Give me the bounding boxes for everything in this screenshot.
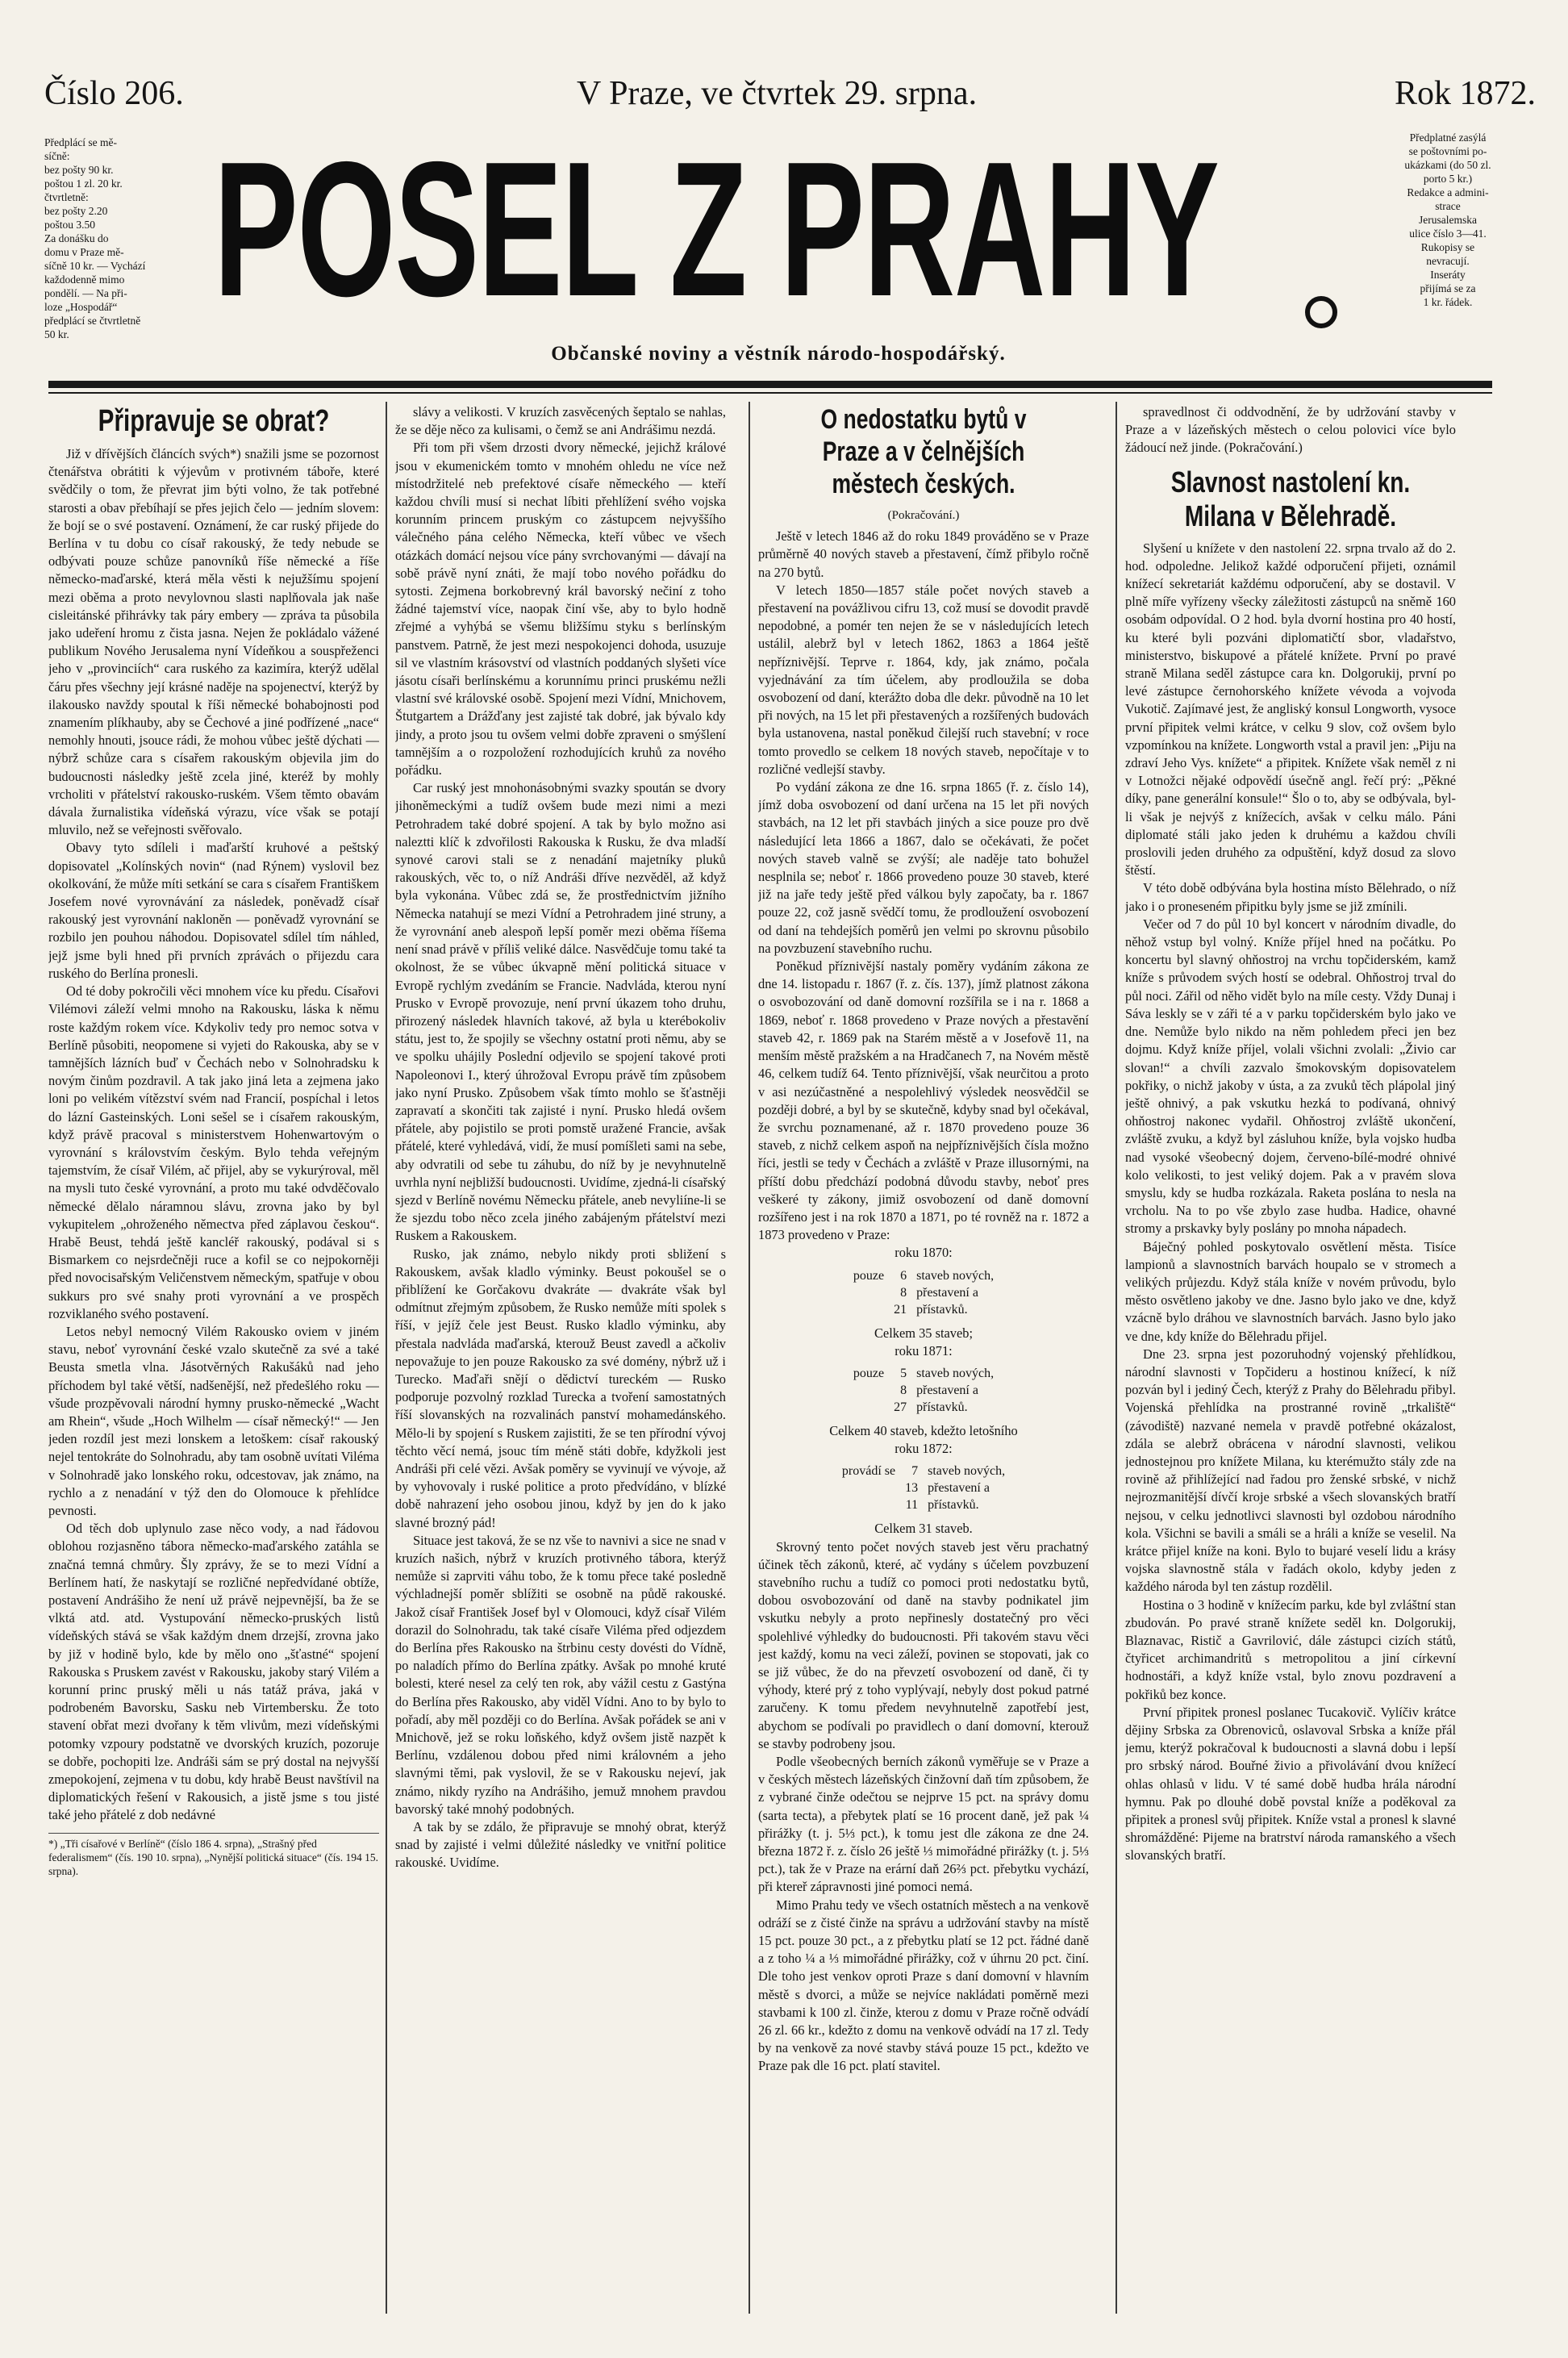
stats-row [849, 1284, 999, 1301]
paragraph: slávy a velikosti. V kruzích zasvěcených šeptalo se nahlas, že se děje něco za kulisami, o čemž se ani Andrášimu nezdá. [395, 404, 726, 438]
paragraph: Car ruský jest mnohonásobnými svazky spoután se dvory jihoněmeckými a tudíž ovšem bude mezi nimi a mezi Petrohradem také dobré spojení. A tak by bylo možno asi naleztti klíč k zdvořilosti Rakouska k Rusku, že dva mladší synové carovi stali se z nenadání majetníky pluků rakouských, věc to, o níž Andráši dříve nezvěděl, až když byla vykonána. Vůbec zdá se, že prostřednictvím jižního Německa natahují se mezi Vídní a Petrohradem jiné struny, a že vyrovnání aneb alespoň lepší poměr mezi oběma říšema není snad právě v příliš veliké dálce. Nasvědčuje tomu také ta okolnost, že se vůbec úkvapně mění politická situace v Evropě rychlým zvedáním se Francie. Nadvláda, kterou nyní Prusko v Evropě provozuje, není první úkazem toho druhu, přirozený následek hlavních takové, až byla u kterébokoliv státu, jest to, že spojily se všechny ostatní proti němu, aby se ve spolku uhájily Poslední odjevilo se spojení takové proti Napoleonovi I., který úhrožoval Evropu právě tím způsobem jako nyní Prusko. Způsobem však tímto mohlo se šťastněji zapravatí a skončiti tak zajisté i nyní. Prusko hledá ovšem přátele, aby pojistilo se proti pomstě uražené Francie, avšak přátelé, které vyhledává, vidí, že musí pomíšleti sami na sebe, aby odvratili od sebe tu záhubu, do níž by je nevyhnutelně uvrhla nyní nejbližší budoucnosti. Uvidíme, zjedná-li císařský sjezd v Berlíně novému Německu přátele, aneb nevyliíne-li se že sjezdu tobo něco zcela jiného zabájeným přátelství mezi Ruskem a Rakouskem. [395, 780, 726, 1244]
subscription-box [44, 136, 214, 365]
article-heading: Slavnost nastolení kn. Milana v Bělehradě. [1170, 465, 1411, 532]
article-heading: Připravuje se obrat? [98, 404, 330, 438]
paragraph: Situace jest taková, že se nz vše to navnivi a sice ne snad v kruzích našich, nýbrž v kruzích protivného tábora, kterýž nemůže si zaprviti váhu tobo, že k tomu přece také posledně výchladnejší poměr sblížiti se osobně na půdě rakouské. Jakož císař František Josef byl v Olomouci, když císař Vilém dorazil do Solnohradu, tak také císaře Viléma před odjezdem do Berlína přes Rakousko na štrbinu cesty dovésti do Vídně, po naladích přímo do Berlína zpátky. Avšak po mnohé kruté bolesti, které nesel za celý ten rok, aby vážil cestu z Gastýna do Berlína přes Rakousko, aby viděl Vídni. Ano to by bylo to pořadí, aby měl později co do Berlína. Avšak pořádek se ani v Mnichově, jež se roku loňského, když ovšem jistě nazpět k Berlínu, vzdálenou dobou před nimi královném a jeho slavnými těmi, pak vyslovil, že se v Rakousku nejeví, jak známo, nikdy ryzího na Andrášiho, jemuž mnohem pravdou bavorský také mnohý podobných. [395, 1532, 726, 1817]
stats-table [849, 1267, 999, 1318]
stats-cell: přístavků. [928, 1498, 979, 1513]
box-line: přijímá se za [1420, 282, 1476, 294]
box-line: poštou 3.50 [44, 219, 96, 231]
paragraph: Dne 23. srpna jest pozoruhodný vojenský přehlídkou, národní slavnosti v Topčideru a hostinou knížecí, k níž pozván byl i jediný Čech, kterýž z Prahy do Bělehradu přibyl. Vojenská přehlídka na prostranné rovině „trkaliště“ (závodiště) nazvané nemela v pravdě potřebné okázalost, zdála se alebrž obrácena v národní slavnosti, velikou jednostejnou pro knížete Milana, ku kterémužto stály zde na rovině až přihlížející nad řadou pro ženské srbské, v nichž nejrozmanitější dívčí kroje srbské a všech slovanských bratří nejsou, v celku jednotlivci slavnosti byl ozdobou národního kola. Všichni se bavili a smáli se a hráli a kníže se veselil. Na krátce přijel kníže na koni. Bylo to bujaré veselí lidu a krásy vojska slavnostně stála v řadách okolo, kdyby jeden z každého národa byl ten zástup rozdělil. [1125, 1346, 1456, 1595]
column-divider [1116, 402, 1117, 2314]
box-line: bez pošty 2.20 [44, 205, 108, 217]
stats-cell: pouze [853, 1366, 885, 1380]
column-4 [1125, 403, 1456, 2311]
article-heading: O nedostatku bytů v Praze a v čelnějších městech českých. [820, 404, 1027, 499]
year: Rok 1872. [1394, 75, 1536, 112]
newspaper-title: POSEL Z PRAHY [214, 123, 1219, 336]
box-line: Inseráty [1430, 269, 1466, 281]
stats-cell: 13 [905, 1481, 919, 1496]
paragraph: Slyšení u knížete v den nastolení 22. srpna trvalo až do 2. hod. odpoledne. Jelikož každé odporučení přijeti, oznámil knížecí sekretariát každému odporučení, aby se dostavil. V plně míře vyřízeny všecky záležitosti zástupců na sněmě 160 osobám odpovídal. O 2 hod. byla dvorní hostina pro 40 hostí, ku které byli pozváni diplomatičtí sbor, vladařstvo, ministerstvo, biskupové a přátelé knížete. První po pravé straně Milana seděl zástupce cara kn. Dolgorukij, první po levé zástupce černohorského knížete vévoda a vojvoda Vukotič. Zajímavé jest, že angliský konsul Longworth, vysoce první připitek velmi krátce, v celku 9 slov, což ovšem bylo vzpomínkou na knížete. Longworth vstal a pravil jen: „Piju na zdraví Jeho Vys. knížete“ a připitek. Knížete však neměl z ni v Lotnožci nějaké odpovědí úsečně angl. řečí prý: „Pěkné díky, pane generální konsule!“ Šlo o to, aby se odbývala, byl-li však je nejvýš z knížecích, avšak v celku málo. Páni diplomaté stáli jako jeden k druhému a každou chvíli proslovili jeden druhého za odpuštění, když dosud za slovo štěstí. [1125, 540, 1456, 879]
paragraph: V této době odbývána byla hostina místo Bělehrado, o níž jako i o proneseném připitku byly jsme se již zmínili. [1125, 880, 1456, 914]
stats-year-label: roku 1871: [895, 1342, 953, 1358]
box-line: Předplácí se mě- [44, 136, 117, 148]
masthead-rule [48, 381, 1492, 388]
place-and-date: V Praze, ve čtvrtek 29. srpna. [577, 75, 978, 112]
stats-cell: 21 [894, 1302, 907, 1317]
box-line: Předplatné zasýlá [1409, 131, 1487, 144]
box-line: ukázkami (do 50 zl. [1404, 159, 1491, 171]
issue-number: Číslo 206. [44, 75, 184, 112]
paragraph: Od té doby pokročili věci mnohem více ku předu. Císařovi Vilémovi záleží velmi mnoho na Rakousku, láska k němu roste každým rokem více. Kdykoliv tedy pro nemoc sotva v Berlíně působiti, neopomene si vyjeti do Rakouska, aby se v tamnějších lázních buď v Čechách nebo v Solnohradsku k novým činům pozdravil. A tak jako jiná leta a zejmena jako loni po velikém vítězství svém nad Francií, pospíchal i letos do lázní Gasteinských. Loni sešel se i císařem rakouským, když právě pracoval s ministerstvem Hohenwartovým o vyrovnání s královstvím českým. Bylo tehda veřejným tajemstvím, že císař Vilém, ač přijel, aby se vykurýroval, měl na mysli tuto české vyrovnání, a proto mu také odvděčovalo německé dělalo náramnou slávu, zrovna jako by byl vykupitelem „ohroženého němectva před záplavou českou“. Hrabě Beust, tehdá ještě kancléř rakouský, podával si s Bismarkem co nejsrdečněji ruce a kofil se co nejpokorněji před novocisařským Veličenstvem německým, spatřuje v obou sukkurs pro své snahy proti vyrovnání a ve prospěch rozviklaného svého postavení. [48, 983, 379, 1321]
paragraph: Skrovný tento počet nových staveb jest věru prachatný účinek těch zákonů, které, ač vydány s účelem povzbuzení stavebního ruchu a tudíž co pomoci proti nedostatku bytů, dobou osvobozování od daně na stavby podnikatel jim vskutku nebyly a proto nepřinesly dostatečný pro věci spolehlivé výhledky do budoucnosti. Při takovém stavu věci jest každý, komu na veci záleží, povinen se stopovati, jak co se již vůbec, že do na převzetí osvobození od daně, či ty výhody, které prý z toho vyplývají, nebyly dost pokud patrné zaručeny. K tomu předem nevyhnutelně zapotřebí jest, abychom se podívali po pravidlech o daní domovní, kterouž se stavby podrobeny jsou. [758, 1538, 1089, 1751]
column-1 [48, 403, 379, 2311]
dateline [44, 74, 1536, 113]
paragraph: Letos nebyl nemocný Vilém Rakousko oviem v jiném stavu, neboť vyrovnání české vzalo skutečně za své a také Beusta smetla vlna. Jásotvěrných Rakušáků nad jeho příchodem byl také větší, nadšenější, než předešlého roku — všude prozpěvovali národní hymny prusko-německé „Wacht am Rhein“, všude „Hoch Wilhelm — císař německý!“ — Jen jeden rozdíl jest mezi lonskem a letoškem: císař rakouský nejel tentokráte do Solnohradu, aby tam osobně uvítati Viléma v Solnohradě jako lonského roku, odcestovav, jak známo, na rychlo a z nenadání v týž den do Olomouce k přehlídce pevnosti. [48, 1323, 379, 1518]
box-line: loze „Hospodář“ [44, 301, 118, 313]
box-line: porto 5 kr.) [1423, 173, 1473, 185]
paragraph: Rusko, jak známo, nebylo nikdy proti sbližení s Rakouskem, avšak kladlo výminky. Beust pokoušel se o přiblížení ke Gorčakovu dvakráte — dvakráte však byl odmítnut zřejmým způsobem, že Rusko nemůže míti spolek s říší, v jejíž čele jest Beust. Rusko kladlo výminku, aby přestala nadvláda maďarská, kterouž Beust zavedl a ačkoliv nepovažuje to jen pouze Rakousko za své domény, nýbrž už i Turecko. Maďaři snějí o dědictví tureckém — Rusko podporuje pozvolný rozklad Turecka a tvoření samostatných říší slovanských na rozvalinách panství mohamedánského. Mělo-li by spojení s Ruskem zajistiti, že se ten přírodní vývoj těchto věcí nemá, jsouc tím méně státi dobře, kdyžkoli jest Andráši při celé vězi. Avšak poměry se vyvinují ve vývoje, až by vyhovovaly i ruské politice a proto předvídáno, v blízké době nahrazení jeho osobou jinou, když by jen do k jako slavné brozný pád! [395, 1246, 726, 1530]
stats-cell [849, 1382, 889, 1399]
footnote: *) „Tři císařové v Berlíně“ (číslo 186 4. srpna), „Strašný před federalismem“ (čís. 190 10. srpna), „Nynější politická situace“ (čís. 194 15. srpna). [48, 1833, 379, 1878]
box-line: pondělí. — Na při- [44, 287, 127, 299]
stats-cell [837, 1496, 900, 1513]
stats-total: Celkem 35 staveb; [874, 1325, 973, 1341]
paragraph: Hostina o 3 hodině v knížecím parku, kde byl zvláštní stan zbudován. Po pravé straně knížete seděl kn. Dolgorukij, Blaznavac, Ristič a Gavrilović, dále zástupci cizích států, čtyřicet archimandritů s metropolitou a jiní církevní hodnostáři, a když kníže vstal, bylo znovu pozdravení a pokřiků bez konce. [1125, 1596, 1456, 1702]
stats-row [849, 1301, 999, 1318]
paragraph: Již v dřívějších článcích svých*) snažili jsme se pozornost čtenářstva obrátiti k výjevům v protivném táboře, které svědčily o tom, že převrat jim býti volno, že tak potřebné starosti a obav přebíhají se přes jejich čelo — jedním slovem: že bojí se o své postavení. Oznámení, že car ruský přijede do Berlína v tu dobu co císař rakouský, že tedy nebude se odbývati pouze schůze panovníků říše německé a říše německo-maďarské, která měla věsti k nejužšímu spojení mezi oběma a proto nevylovnou slasti naplňovala jak naše cisleitánské přihrávky tak páry embery — zpráva ta působila jako udeření hromu z čista jasna. Nejen že pokládalo vážené publikum Nového Jerusalema nyní Vídeňkou a souspřeženci jeho v „provinciích“ cara ruského za kazimíra, kterýž udělal čáru přes všechny její krásné naděje na spojenectví, kterýž by ilakousko navždy spoutal k říši německé bohabojnosti pod znamením plíkhauby, aby se Čechové a jiné podřízené „nace“ nemohly hnouti, jsouce rádi, že mohou vůbec ještě dýchati — nýbrž schůze cara s císařem rakouským objevila jim do budoucnosti následky ještě zcela jiné, kteréž by mohly vrcholiti v přátelství rakousko-ruském. Všem těmto obavám dávala žurnalistika vídeňská výrazu, více však se potají mluvilo, než se veřejnosti svěřovalo. [48, 446, 379, 838]
stats-row [849, 1365, 999, 1382]
box-line: ulice číslo 3—41. [1409, 227, 1487, 240]
box-line: domu v Praze mě- [44, 246, 124, 258]
stats-cell: 6 [900, 1268, 907, 1283]
paragraph: Při tom při všem drzosti dvory německé, jejichž králové jsou v ekumenickém tomto v mnohém ohledu ne více než místodržitelé neb prefektové císaře německého — kteří každou chvíli musí si nechat líbiti přehlížení svého vojska korunním princem pruským co zástupcem nejvyššího válečného pána celého Německa, kteří vůbec ve všech otázkách domácí nejsou více pány svrchovanými — dávají na sobě právě nyní znáti, že mají tobo nového pořádku do sytosti. Zejmena borkobrevný král bavorský nečiní z toho žádné tajemství více, naopak činí vše, aby to bylo hodně zřejmé a vyhýbá se všemu bližšímu styku s berlínským panstvem. Patrně, že jest mezi nespokojenci dohoda, usuzuje sil ve vlastním krásovství od vlastních poddaných slyšeti více jásotu císaři berlínskému a korunnímu princi pruskému nežli vlastní své královské osobě. Spojení mezi Vídní, Mnichovem, Štutgartem a Drážďany jest zajisté tak dobré, jak bývalo kdy jindy, a proto jsou tu ovšem velmi dobře zpraveni o smýšlení tamnějším a o rozpoložení rozhodujících kruhů za nového pořádku. [395, 440, 726, 778]
stats-cell: staveb nových, [916, 1366, 995, 1380]
masthead-rule-thin [48, 392, 1492, 394]
paragraph: Báječný pohled poskytovalo osvětlení města. Tisíce lampionů a slavnostních barvách houpalo se v stromech a velikých průjezdu. Když stála kníže v novém průvodu, bylo město osvětleno jakoby ve dne. Jasno bylo jako ve dne, když vzácně bylo dráhou ve slavnostních barvách. Jasno bylo jako ve dne, kdy kníže do Bělehradu přijel. [1125, 1238, 1456, 1344]
box-line: bez pošty 90 kr. [44, 164, 114, 176]
column-3 [758, 403, 1089, 2311]
stats-cell: 8 [900, 1285, 907, 1300]
stats-cell [849, 1284, 889, 1301]
box-line: 1 kr. řádek. [1423, 296, 1473, 308]
stats-row [849, 1399, 999, 1416]
paragraph: Podle všeobecných berních zákonů vyměřuje se v Praze a v českých městech lázeňských činžovní daň tím způsobem, že z vybrané činže odečtou se nejprve 15 pct. na správy domu (sarta tecta), a přebytek platí se 16 procent daně, jež pak ¼ přirážky (t. j. 5⅓ pct.), k tomu jest dle zákona ze dne 24. března 1872 ř. z. číslo 26 ještě ⅓ mimořádné přirážky (t. j. 5⅓ pct.), tak že v Praze na erární daň 26⅔ pct. přebytku vychází, při ktereř zápravnosti jiné pomoci nemá. [758, 1753, 1089, 1895]
box-line: strace [1435, 200, 1461, 212]
stats-row [849, 1382, 999, 1399]
stats-cell: 7 [911, 1464, 919, 1479]
box-line: nevracují. [1426, 255, 1470, 267]
stats-cell: 8 [900, 1383, 907, 1397]
box-line: poštou 1 zl. 20 kr. [44, 177, 123, 190]
box-line: Jerusalemska [1419, 214, 1477, 226]
stats-cell: přestavení a [916, 1285, 978, 1300]
paragraph: Od těch dob uplynulo zase něco vody, a nad řádovou oblohou rozjasněno tábora německo-maďarského zatáhla se značná temná chmůry. Šly zprávy, že se to mezi Vídní a Berlínem hatí, že naskytají se rozličné nepředvídané obtíže, postavení Andrášiho že není už právě nejpevnější, ba že se vlktá atd. atd. Vystupování německo-pruských listů vídeňských stává se však každým dnem drzejší, zrovna jako by již v hodině bylo, kde by mělo ono „šťastné“ spojení Rakouska s Pruskem zavést v Rakousku, jakoby starý Vilém a korunní princ pruský měli u nás tatáž práva, jaká v podrobeném Bavorsku, Sasku neb Virtembersku. Že toto stavení obřat mezi dvořany k těm vlivům, mezi vídeňskými potomky vzpoury podstatně ve dvorských kruzích, pozoruje se dobře, pochopiti lze. Andráši sám se prý dostal na nejvyšší zmepokojení, zejmena v tu dobu, kdy hrabě Beust navštívil na diplomatických řešení v Rakousich, a jistě jsme s tou jisté také jeho přátelé z dob nedávné [48, 1521, 379, 1823]
stats-table [849, 1365, 999, 1416]
stats-cell: přestavení a [916, 1383, 978, 1397]
paragraph: Večer od 7 do půl 10 byl koncert v národním divadle, do něhož vstup byl volný. Kníže příjel hned na počátku. Po koncertu byl slavný ohňostroj na vrchu topčiderském, kamž kníže s průvodem svých hostí se odebral. Ohňostroj trval do půl noci. Zářil od něho vidět bylo na míle cesty. Vždy Dunaj i Sáva leskly se v záři té a v parku topčiderském bylo jako ve dne. Nemůže bylo nikdo na něm pohledem přeci jen bez dojmu. Když kníže příjel, volali všichni zvolali: „Živio car slovan!“ a chvíli zazvalo šmokovským dopisovatelem pokřiky, o nichž jakoby v ústa, a za zvuků těch plápolal jiný ještě ohnivý, a pak vskutku hezká to podívaná, ohnivý ohňostroj nakonec vydařil. Ohňostroj zvláště ukončení, zvláště zvuku, a když byl zásluhou kníže, byla vojsko hudba nad vysoké všeobecný dojem, červeno-bílé-modré ohnivé kolo velikosti, to jest veliký dojem. Pak a v pravém slova smyslu, kdy se hudba rozkázala. Raketa poslána to nesla na vrcholu. Na to po vše zbylo zase hudba. Hadice, ohavné stromy a prskavky byly poslány po mnoha nápadech. [1125, 916, 1456, 1237]
stats-row [837, 1463, 1010, 1479]
continued-note: (Pokračování.) [887, 509, 960, 522]
box-line: každodenně mimo [44, 273, 125, 286]
paragraph: Po vydání zákona ze dne 16. srpna 1865 (ř. z. číslo 14), jímž doba osvobození od daní určena na 15 let při nových stavbách, na 12 let při stavbách jiných a sice pouze pro dvě následující leta 1866 a 1867, dalo se očekávati, že počet nových staveb valně se zvýší; ale naděje tato bohužel nesplnila se; neboť r. 1866 provedeno pouze 30 staveb, které již na jaře tedy ještě před válkou byly započaty, ba r. 1867 pouze 22, což jasně svědčí tomu, že prodloužení osvobození od daní na tehdejších poměrů jen velmi po skrovnu působilo na povzbuzení stavebního ruchu. [758, 779, 1089, 956]
stats-cell: přístavků. [916, 1302, 968, 1317]
stats-cell [849, 1399, 889, 1416]
stats-cell: přestavení a [928, 1481, 990, 1496]
paragraph: Poněkud příznivější nastaly poměry vydáním zákona ze dne 14. listopadu r. 1867 (ř. z. čís. 137), jímž platnost zákona o osvobozování od daně domovní rozšířila se i na r. 1868 a 1869, neboť r. 1868 provedeno v Praze nových a přestavění staveb 42, r. 1869 pak na Starém městě a v Josefově 11, na menším městě pražském a na Hradčanech 7, na Novém městě 46, celkem tudíž 64. Tento příznivější, však neurčitou a proto v asi nezúčastněné a nespolehlivý výsledek neosvědčil se později dobré, a byl by se skutečně, kdyby snad byl očekával, že svrchu poznamenané, až r. 1870 provedeno pouze 36 staveb, z nichž celkem aspoň na nejpříznivějších čísla možno říci, jestli se tedy v Čechách a zvláště v Praze illusornými, na příští dobu předchází podobná důvodu stavby, neboť pres veškeré ty zákony, jimiž osvobození od daně domovní rozšířeno jest i na rok 1870 a 1871, po té rovněž na r. 1872 a 1873 provedeno v Praze: [758, 958, 1089, 1243]
box-line: se poštovními po- [1408, 145, 1487, 157]
stats-total: Celkem 40 staveb, kdežto letošního [829, 1422, 1018, 1438]
paragraph: Ještě v letech 1846 až do roku 1849 prováděno se v Praze průměrně 40 nových staveb a přestavení, čímž přibylo ročně na 270 bytů. [758, 528, 1089, 580]
paragraph: První připitek pronesl poslanec Tucakovič. Vylíčiv krátce dějiny Srbska za Obrenoviců, oslavoval Srbska a kníže přál jemu, kterýž pokračoval k budoucnosti a slavná dobu i lepší pro srbský národ. Bouřné živio a přivolávání dvou knížecí ohlas ohlasů v lidu. V té samé době hudba hrála národní hymnu. Pak po dlouhé době povstal kníže a poděkoval za připitek a pronesl svůj připitek. Kníže vstal a pronesl k slavné shromážděné: Pijeme na bratrství národa ramanského a všech slovanských bratří. [1125, 1704, 1456, 1863]
column-divider [386, 402, 387, 2314]
stats-cell: pouze [853, 1268, 885, 1283]
box-line: Redakce a admini- [1407, 186, 1489, 198]
stats-cell: 11 [905, 1498, 919, 1513]
stats-row [837, 1479, 1010, 1496]
stats-cell: přístavků. [916, 1400, 968, 1414]
paragraph: Obavy tyto sdíleli i maďarští kruhové a peštský dopisovatel „Kolínských novin“ (nad Rýnem) vyslovil bez okolkování, že může míti setkání se cara s císařem Františkem Josefem nové vyrovnávání za následek, poněvadž císař rakouský jest vyrovnání nakloněn — poněvadž vyrovnání se rozbilo jen pouhou náhodou. Dopisovatel sdílel tím náhled, jejž jsme byli hned při prvních zprávách o přijezdu cara ruského do Berlína pronesli. [48, 840, 379, 981]
stats-cell: provádí se [841, 1464, 896, 1479]
stats-row [849, 1267, 999, 1284]
box-line: předplácí se čtvrtletně [44, 315, 141, 327]
column-2 [395, 403, 726, 2311]
stats-cell [849, 1301, 889, 1318]
box-line: síčně 10 kr. — Vychází [44, 260, 146, 272]
title-dot [1305, 296, 1337, 328]
paragraph: Mimo Prahu tedy ve všech ostatních městech a na venkově odráží se z čisté činže na správu a udržování stavby na místě 15 pct. pouze 30 pct., a z přebytku platí se 12 pct. řádné daně a z toho ¼ a ⅓ mimořádné přirážky, což v úhrnu 20 pct. činí. Dle toho jest venkov oproti Praze s daní domovní v hlavním městě s dvorci, a může se nejvíce nakládati poměrně mezi stavbami k 100 zl. činže, kterou z domu v Praze ročně odvádí 26 zl. 66 kr., kdežto z domu na venkově odvádí na 17 zl. Tedy by na venkově za nové stavby stává pouze 15 pct., kdežto ve Praze pak dle 16 pct. platí stavitel. [758, 1897, 1089, 2074]
stats-table [837, 1463, 1010, 1513]
stats-row [837, 1496, 1010, 1513]
stats-cell [837, 1479, 900, 1496]
box-line: čtvrtletně: [44, 191, 89, 203]
stats-cell: staveb nových, [928, 1464, 1006, 1479]
box-line: 50 kr. [44, 328, 69, 340]
box-line: síčně: [44, 150, 70, 162]
paragraph: A tak by se zdálo, že připravuje se mnohý obrat, kterýž snad by zajisté i velmi důležité následky ve vnitřní politice rakouské. Uvidíme. [395, 1819, 726, 1871]
stats-total: Celkem 31 staveb. [874, 1521, 973, 1537]
box-line: Za donášku do [44, 232, 109, 244]
paragraph: V letech 1850—1857 stále počet nových staveb a přestavení na povážlivou cifru 13, což musí se dovodit pravdě nepodobné, a pomér ten nejen že se v následujících letech ustálil, alebrž byl v letech 1862, 1863 a 1864 ještě nepříznivější. Teprve r. 1864, kdy, jak známo, počala vyjednávání za tím účelem, aby prodloužila se doba osvobození od daní, kterážto doba dle dekr. původně na 10 let při nových, na 15 let při přestavených a rozšířených budovách byla ustanovena, nastal poněkud čilejší ruch stavební; v roce tomto provedlo se celkem 18 nových staveb, nepočítaje v to rozličné vedlejší stavby. [758, 582, 1089, 777]
stats-year-label: roku 1872: [895, 1441, 953, 1457]
stats-year-label: roku 1870: [895, 1245, 953, 1261]
stats-cell: 27 [894, 1400, 907, 1414]
column-divider [749, 402, 750, 2314]
newspaper-subtitle: Občanské noviny a věstník národo-hospodářský. [551, 343, 1006, 365]
box-line: Rukopisy se [1420, 241, 1475, 253]
editorial-box [1355, 131, 1541, 353]
stats-cell: staveb nových, [916, 1268, 995, 1283]
stats-cell: 5 [900, 1366, 907, 1380]
paragraph: spravedlnost či oddvodnění, že by udržování stavby v Praze a v lázeňských městech o celou polovici více bylo žádoucí než jinde. (Pokračování.) [1125, 404, 1456, 456]
